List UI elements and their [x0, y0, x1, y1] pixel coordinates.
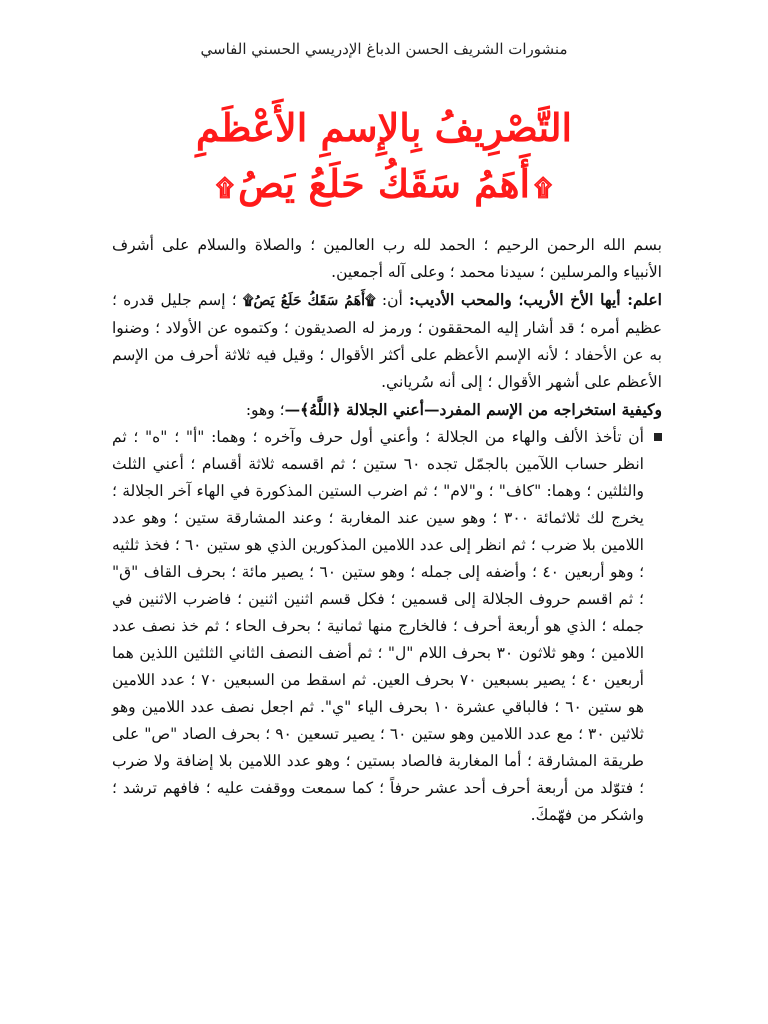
- title-line-2: [0, 156, 768, 216]
- square-bullet-icon: [654, 433, 662, 441]
- know-rest: ؛ إسم جليل قدره ؛ عظيم أمره ؛ قد أشار إليه المحققون ؛ ورمز له الصديقون ؛ وكتموه عن الأولاد ؛ وضنوا به عن الأحفاد ؛ لأنه الإسم الأعظم على أكثر الأقوال ؛ وقيل فيه ثلاثة أحرف من الإسم الأعظم على أشهر الأقوال ؛ إلى أنه سُرياني.: [112, 291, 662, 391]
- method-rest: ؛ وهو:: [245, 401, 285, 419]
- title-name: أَهَمُ سَقَكُ حَلَعُ يَصُ: [237, 161, 531, 206]
- know-mid: أن:: [375, 291, 410, 309]
- method-paragraph: [112, 396, 662, 424]
- know-lead: اعلم: أيها الأخ الأريب؛ والمحب الأديب:: [409, 290, 662, 309]
- body-text: [112, 232, 662, 829]
- inline-name: ۩أَهَمُ سَقَكُ حَلَعُ يَصُ۩: [242, 293, 376, 309]
- steps-list: [112, 424, 662, 829]
- method-lead: وكيفية استخراجه من الإسم المفرد—أعني الجلالة ﴿اللَّهُ﴾—: [284, 400, 662, 419]
- ornament-icon: ۩: [215, 172, 234, 202]
- ornament-icon: ۩: [534, 172, 553, 202]
- title-block: [0, 100, 768, 216]
- title-line-1: التَّصْرِيفُ بِالإِسمِ الأَعْظَمِ: [195, 105, 573, 150]
- publisher-header: منشورات الشريف الحسن الدباغ الإدريسي الحسني الفاسي: [200, 40, 568, 58]
- know-paragraph: [112, 286, 662, 396]
- steps-text: أن تأخذ الألف والهاء من الجلالة ؛ وأعني أول حرف وآخره ؛ وهما: "أ" ؛ "ه" ؛ ثم انظر حساب اللآمين بالجمّل تجده ٦٠ ستين ؛ ثم اقسمه ثلاثة أقسام ؛ أعني الثلث والثلثين ؛ وهما: "كاف" ؛ و"لام" ؛ ثم اضرب الستين المذكورة في الهاء آخر الجلالة ؛ يخرج لك ثلاثمائة ٣٠٠ ؛ وهو سين عند المغاربة ؛ وعند المشارقة ستين ؛ وهو عدد اللامين بلا ضرب ؛ ثم انظر إلى عدد اللامين المذكورين الذي هو ستين ٦٠ ؛ فخذ ثلثيه ؛ وهو أربعين ٤٠ ؛ وأضفه إلى جمله ؛ وهو ستين ٦٠ ؛ يصير مائة ؛ بحرف القاف "ق" ؛ ثم اقسم حروف الجلالة إلى قسمين ؛ فكل قسم اثنين اثنين ؛ فاضرب الاثنين في جمله ؛ الذي هو أربعة أحرف ؛ فالخارج منها ثمانية ؛ بحرف الحاء ؛ ثم خذ نصف عدد اللامين ؛ وهو ثلاثون ٣٠ بحرف اللام "ل" ؛ ثم أضف النصف الثاني الثلثين اللذين هما أربعين ٤٠ ؛ يصير بسبعين ٧٠ بحرف العين. ثم اسقط من السبعين ٧٠ ؛ عدد اللامين هو ستين ٦٠ ؛ فالباقي عشرة ١٠ بحرف الياء "ي". ثم اجعل نصف عدد اللامين وهو ثلاثين ٣٠ ؛ مع عدد اللامين وهو ستين ٦٠ ؛ يصير تسعين ٩٠ ؛ بحرف الصاد "ص" على طريقة المشارقة ؛ أما المغاربة فالصاد بستين ؛ وهو عدد اللامين بلا إضافة ولا ضرب ؛ فتوّلد من أربعة أحرف أحد عشر حرفاً ؛ كما سمعت ووقفت عليه ؛ فافهم ترشد ؛ واشكر من فهّمكَ.: [112, 428, 645, 824]
- list-item: [112, 424, 662, 829]
- intro-paragraph: بسم الله الرحمن الرحيم ؛ الحمد لله رب العالمين ؛ والصلاة والسلام على أشرف الأنبياء والمرسلين ؛ سيدنا محمد ؛ وعلى آله أجمعين.: [112, 236, 662, 281]
